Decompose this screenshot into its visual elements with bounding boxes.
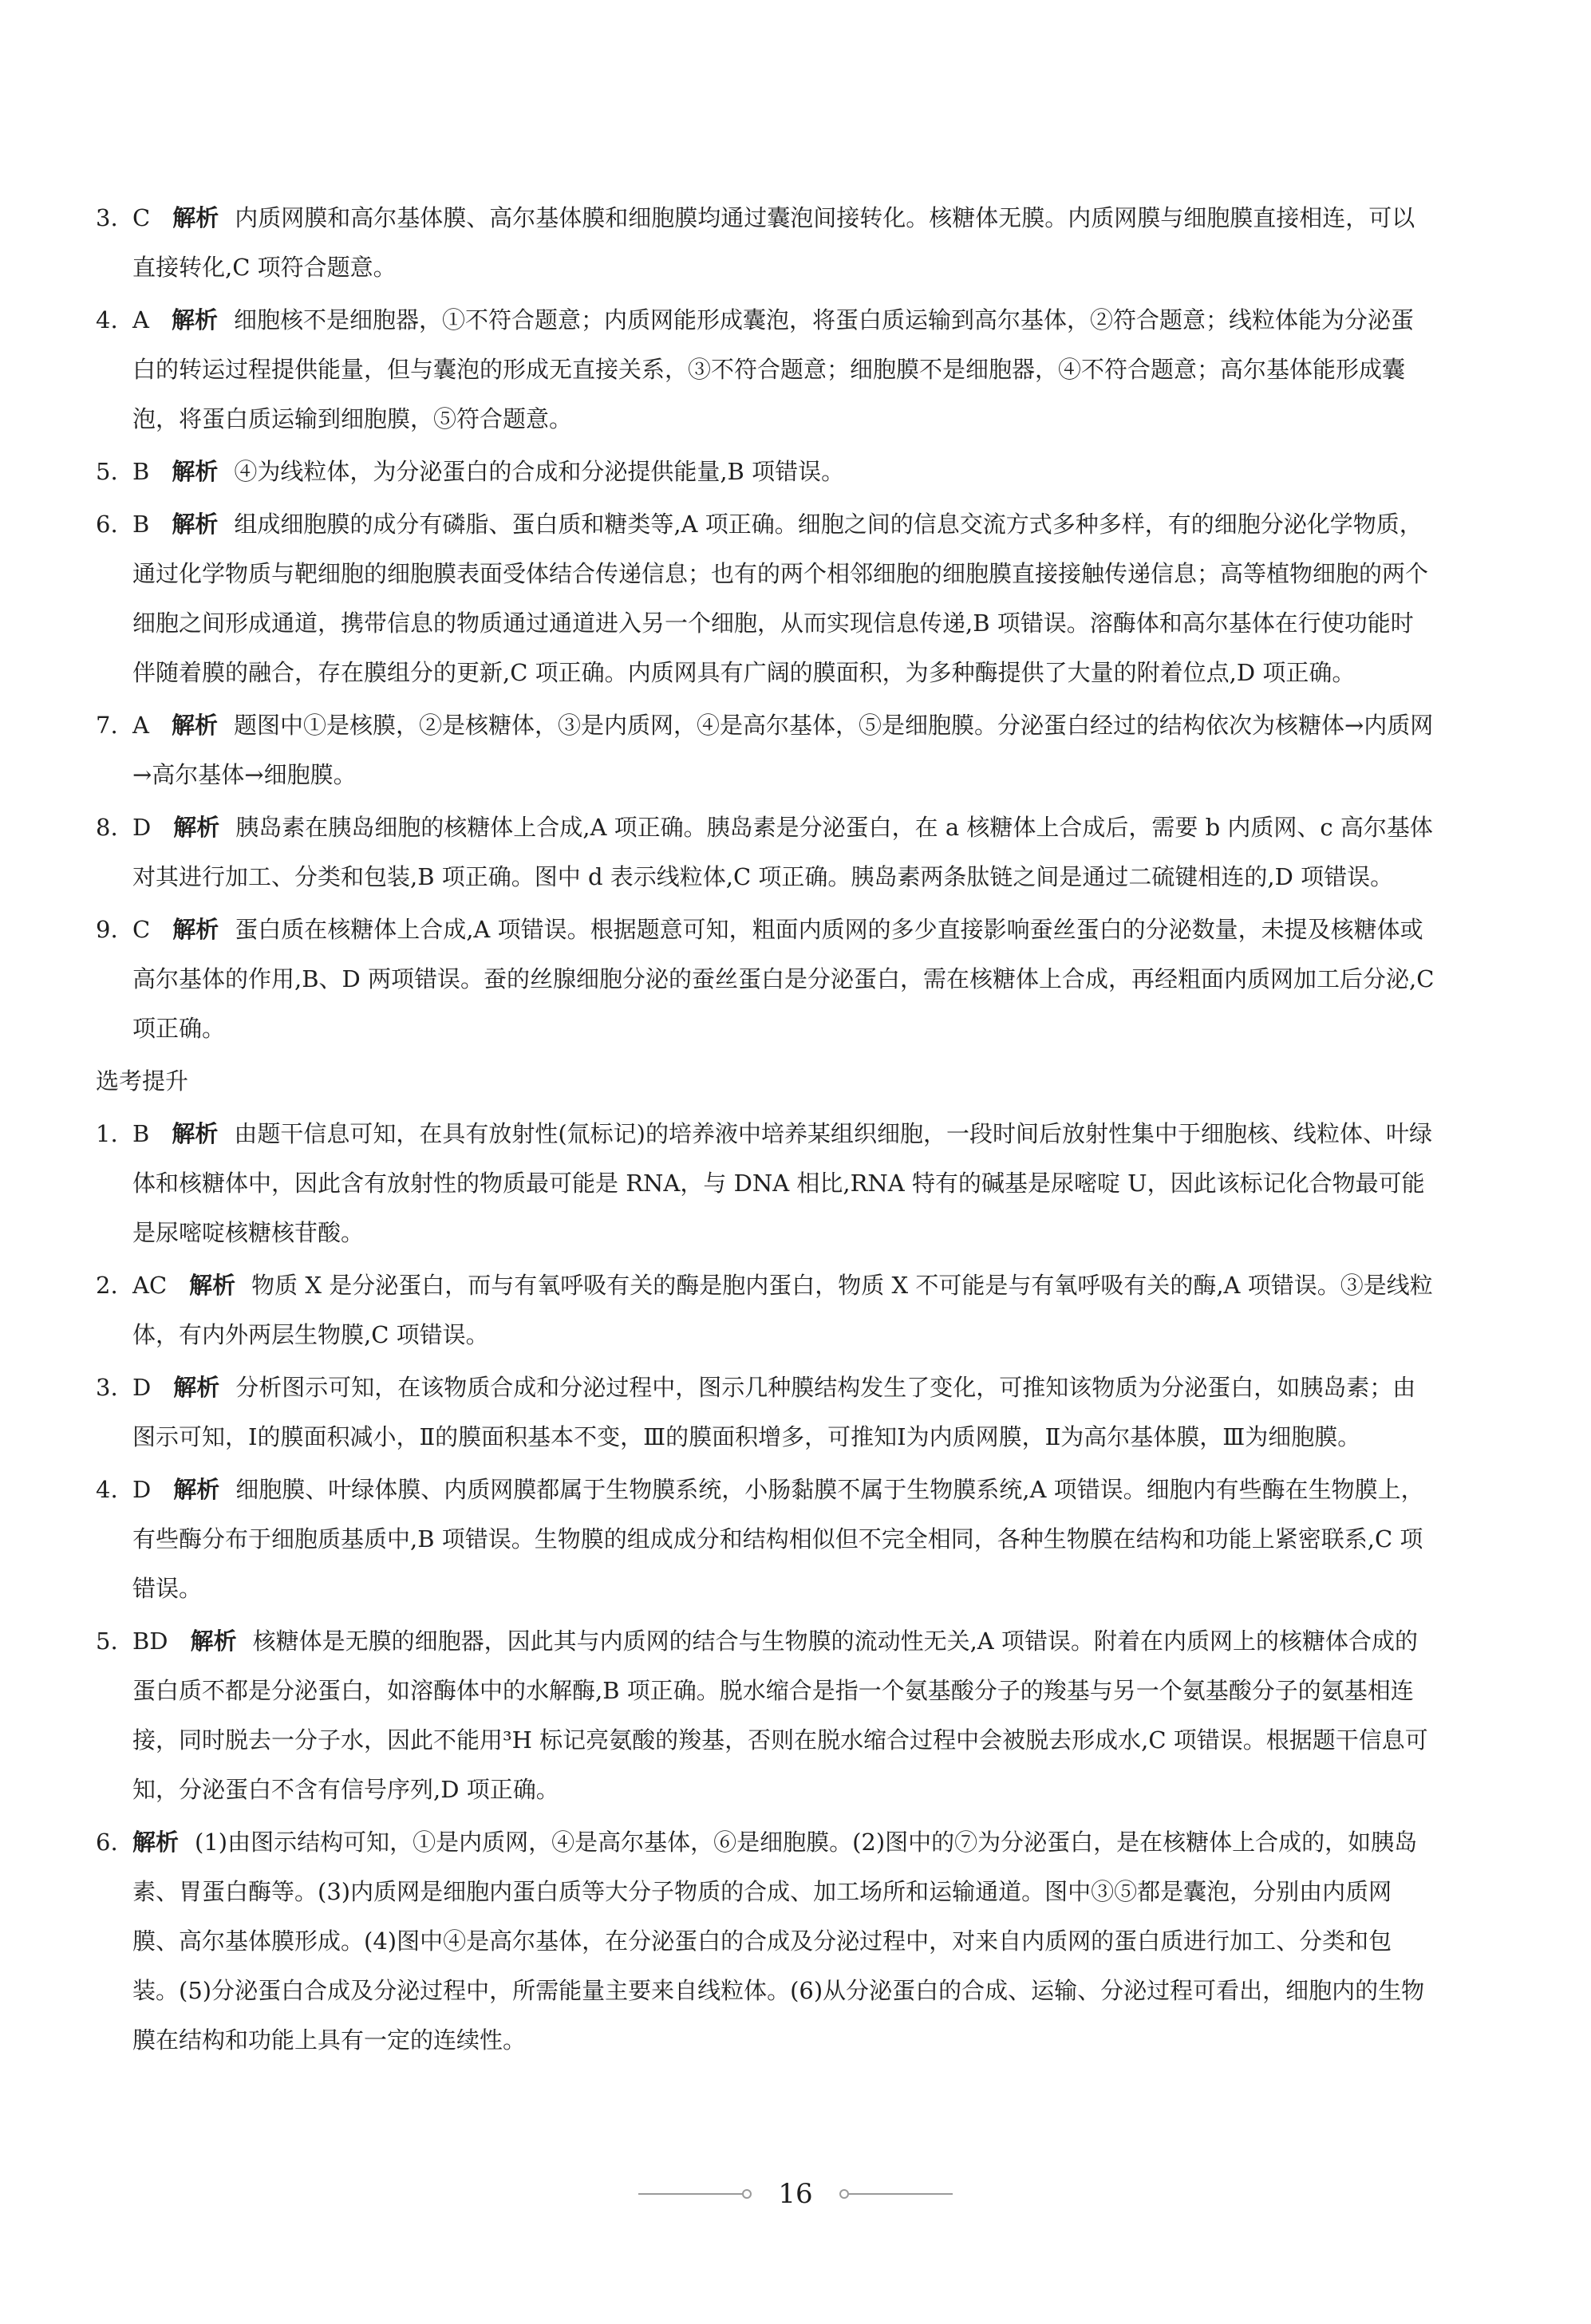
answer-item: [96, 1465, 1436, 1613]
item-text: 胰岛素在胰岛细胞的核糖体上合成,A 项正确。胰岛素是分泌蛋白，在 a 核糖体上合成后，需要 b 内质网、c 高尔基体对其进行加工、分类和包装,B 项正确。图中 d 表示线粒体,C 项正确。胰岛素两条肽链之间是通过二硫键相连的,D 项错误。: [132, 814, 1433, 890]
item-answer: C: [132, 916, 151, 943]
item-answer: B: [132, 1120, 150, 1147]
item-number: 7.: [96, 712, 118, 739]
item-number: 4.: [96, 1476, 118, 1503]
item-answer: B: [132, 511, 150, 538]
answer-item: [96, 447, 1436, 496]
item-number: 9.: [96, 916, 118, 943]
analysis-label: 解析: [171, 306, 218, 333]
item-text: 分析图示可知，在该物质合成和分泌过程中，图示几种膜结构发生了变化，可推知该物质为分泌蛋白，如胰岛素；由图示可知，Ⅰ的膜面积减小，Ⅱ的膜面积基本不变，Ⅲ的膜面积增多，可推知Ⅰ为内质网膜，Ⅱ为高尔基体膜，Ⅲ为细胞膜。: [132, 1374, 1416, 1450]
item-text: 细胞核不是细胞器，①不符合题意；内质网能形成囊泡，将蛋白质运输到高尔基体，②符合题意；线粒体能为分泌蛋白的转运过程提供能量，但与囊泡的形成无直接关系，③不符合题意；细胞膜不是细胞器，④不符合题意；高尔基体能形成囊泡，将蛋白质运输到细胞膜，⑤符合题意。: [132, 306, 1414, 432]
page-footer: [0, 2174, 1591, 2214]
analysis-label: 解析: [172, 511, 219, 538]
item-number: 3.: [96, 1374, 118, 1401]
answer-item: [96, 1616, 1436, 1814]
analysis-label: 解析: [172, 204, 219, 231]
item-number: 2.: [96, 1272, 118, 1299]
item-answer: A: [132, 712, 149, 739]
analysis-label: 解析: [172, 1120, 219, 1147]
analysis-label: 解析: [173, 1374, 220, 1401]
item-text: 蛋白质在核糖体上合成,A 项错误。根据题意可知，粗面内质网的多少直接影响蚕丝蛋白的分泌数量，未提及核糖体或高尔基体的作用,B、D 两项错误。蚕的丝腺细胞分泌的蚕丝蛋白是分泌蛋白，需在核糖体上合成，再经粗面内质网加工后分泌,C 项正确。: [132, 916, 1435, 1042]
item-number: 5.: [96, 1628, 118, 1655]
item-number: 6.: [96, 1829, 118, 1856]
analysis-label: 解析: [173, 814, 220, 841]
item-number: 3.: [96, 204, 118, 231]
item-answer: D: [132, 1476, 152, 1503]
answer-content: [96, 193, 1436, 2068]
analysis-label: 解析: [171, 712, 218, 739]
analysis-label: 解析: [172, 916, 219, 943]
item-answer: B: [132, 458, 150, 485]
answer-item: [96, 499, 1436, 697]
analysis-label: 解析: [173, 1476, 220, 1503]
item-number: 8.: [96, 814, 118, 841]
answer-item: [96, 1109, 1436, 1257]
page-number: 16: [778, 2178, 813, 2210]
item-text: 题图中①是核膜，②是核糖体，③是内质网，④是高尔基体，⑤是细胞膜。分泌蛋白经过的结构依次为核糖体→内质网→高尔基体→细胞膜。: [132, 712, 1434, 788]
item-number: 4.: [96, 306, 118, 333]
item-number: 6.: [96, 511, 118, 538]
item-answer: A: [132, 306, 149, 333]
item-text: 细胞膜、叶绿体膜、内质网膜都属于生物膜系统，小肠黏膜不属于生物膜系统,A 项错误。细胞内有些酶在生物膜上，有些酶分布于细胞质基质中,B 项错误。生物膜的组成成分和结构相似但不完全相同，各种生物膜在结构和功能上紧密联系,C 项错误。: [132, 1476, 1424, 1602]
item-number: 1.: [96, 1120, 118, 1147]
answer-item: [96, 1363, 1436, 1462]
item-answer: D: [132, 814, 152, 841]
item-text: 由题干信息可知，在具有放射性(氚标记)的培养液中培养某组织细胞，一段时间后放射性集中于细胞核、线粒体、叶绿体和核糖体中，因此含有放射性的物质最可能是 RNA，与 DNA 相比,RNA 特有的碱基是尿嘧啶 U，因此该标记化合物最可能是尿嘧啶核糖核苷酸。: [132, 1120, 1432, 1246]
footer-rule-left: [638, 2193, 742, 2195]
answer-item: [96, 1817, 1436, 2065]
item-answer: C: [132, 204, 151, 231]
footer-rule-right: [849, 2193, 953, 2195]
answer-item: [96, 700, 1436, 799]
analysis-label: 解析: [189, 1272, 236, 1299]
item-text: 核糖体是无膜的细胞器，因此其与内质网的结合与生物膜的流动性无关,A 项错误。附着在内质网上的核糖体合成的蛋白质不都是分泌蛋白，如溶酶体中的水解酶,B 项正确。脱水缩合是指一个氨基酸分子的羧基与另一个氨基酸分子的氨基相连接，同时脱去一分子水，因此不能用³H 标记亮氨酸的羧基，否则在脱水缩合过程中会被脱去形成水,C 项错误。根据题干信息可知，分泌蛋白不含有信号序列,D 项正确。: [132, 1628, 1428, 1803]
item-text: (1)由图示结构可知，①是内质网，④是高尔基体，⑥是细胞膜。(2)图中的⑦为分泌蛋白，是在核糖体上合成的，如胰岛素、胃蛋白酶等。(3)内质网是细胞内蛋白质等大分子物质的合成、加工场所和运输通道。图中③⑤都是囊泡，分别由内质网膜、高尔基体膜形成。(4)图中④是高尔基体，在分泌蛋白的合成及分泌过程中，对来自内质网的蛋白质进行加工、分类和包装。(5)分泌蛋白合成及分泌过程中，所需能量主要来自线粒体。(6)从分泌蛋白的合成、运输、分泌过程可看出，细胞内的生物膜在结构和功能上具有一定的连续性。: [132, 1829, 1425, 2054]
item-number: 5.: [96, 458, 118, 485]
item-text: 内质网膜和高尔基体膜、高尔基体膜和细胞膜均通过囊泡间接转化。核糖体无膜。内质网膜与细胞膜直接相连，可以直接转化,C 项符合题意。: [132, 204, 1415, 281]
item-answer: AC: [132, 1272, 168, 1299]
section-title: 选考提升: [96, 1067, 189, 1095]
item-text: 组成细胞膜的成分有磷脂、蛋白质和糖类等,A 项正确。细胞之间的信息交流方式多种多样，有的细胞分泌化学物质，通过化学物质与靶细胞的细胞膜表面受体结合传递信息；也有的两个相邻细胞的细胞膜直接接触传递信息；高等植物细胞的两个细胞之间形成通道，携带信息的物质通过通道进入另一个细胞，从而实现信息传递,B 项错误。溶酶体和高尔基体在行使功能时伴随着膜的融合，存在膜组分的更新,C 项正确。内质网具有广阔的膜面积，为多种酶提供了大量的附着位点,D 项正确。: [132, 511, 1429, 686]
footer-ornament-left: [742, 2189, 752, 2199]
answer-item: [96, 295, 1436, 444]
answer-item: [96, 905, 1436, 1053]
footer-ornament-right: [839, 2189, 849, 2199]
analysis-label: 解析: [132, 1829, 180, 1856]
item-text: ④为线粒体，为分泌蛋白的合成和分泌提供能量,B 项错误。: [234, 458, 845, 485]
item-text: 物质 X 是分泌蛋白，而与有氧呼吸有关的酶是胞内蛋白，物质 X 不可能是与有氧呼吸有关的酶,A 项错误。③是线粒体，有内外两层生物膜,C 项错误。: [132, 1272, 1433, 1348]
analysis-label: 解析: [190, 1628, 237, 1655]
item-answer: D: [132, 1374, 152, 1401]
analysis-label: 解析: [172, 458, 219, 485]
answer-item: [96, 1261, 1436, 1359]
answer-item: [96, 193, 1436, 292]
item-answer: BD: [132, 1628, 168, 1655]
answer-item: [96, 803, 1436, 902]
